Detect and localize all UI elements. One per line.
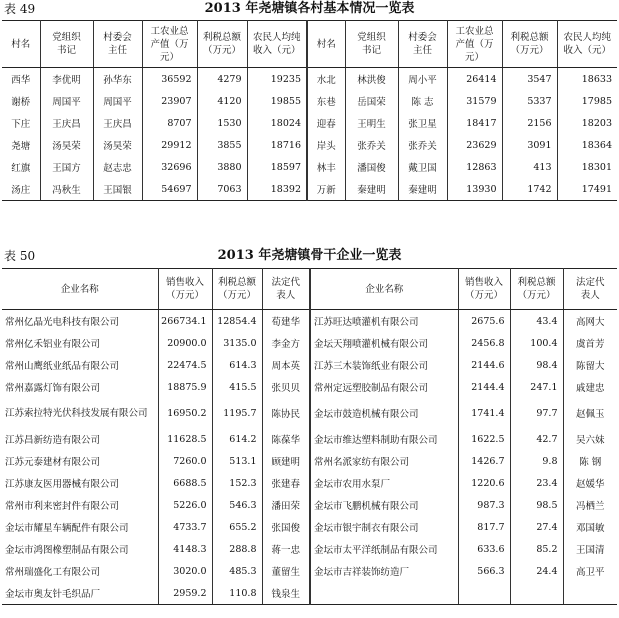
table-cell: 金坛市农用水泵厂 bbox=[310, 472, 458, 494]
table-cell: 王庆昌 bbox=[40, 112, 93, 134]
table-cell bbox=[510, 582, 563, 605]
table-cell: 1530 bbox=[197, 112, 247, 134]
table-cell: 1220.6 bbox=[458, 472, 510, 494]
table-cell: 98.5 bbox=[510, 494, 563, 516]
table-cell: 邓国敏 bbox=[575, 523, 605, 534]
table-cell: 金坛市鼓造机械有限公司 bbox=[310, 398, 458, 428]
header-cell: 党组织书记 bbox=[345, 21, 398, 68]
table-row bbox=[2, 472, 617, 494]
table-cell: 4733.7 bbox=[158, 516, 212, 538]
table-cell: 赵志忠 bbox=[93, 156, 142, 178]
table-cell: 2156 bbox=[502, 112, 557, 134]
table-cell: 林丰 bbox=[307, 156, 345, 178]
table-row bbox=[2, 68, 617, 91]
table49-caption bbox=[0, 0, 619, 18]
table-cell: 23907 bbox=[142, 90, 197, 112]
table-cell: 王庆昌 bbox=[93, 112, 142, 134]
table-cell: 汤庄 bbox=[2, 178, 40, 201]
table-cell: 陈葆华 bbox=[262, 428, 310, 450]
table-cell: 85.2 bbox=[510, 538, 563, 560]
table-cell: 23629 bbox=[447, 134, 502, 156]
table-cell: 江苏康友医用器械有限公司 bbox=[2, 472, 158, 494]
table-cell: 秦建明 bbox=[345, 178, 398, 201]
table-row bbox=[2, 178, 617, 201]
table-cell bbox=[310, 582, 458, 605]
table-cell: 2675.6 bbox=[458, 310, 510, 333]
table-cell: 18716 bbox=[247, 134, 307, 156]
table-cell: 4148.3 bbox=[158, 538, 212, 560]
table-cell: 江苏旺达喷灌机有限公司 bbox=[310, 310, 458, 333]
table-cell: 李金方 bbox=[262, 332, 310, 354]
table-cell: 97.7 bbox=[510, 398, 563, 428]
table-cell: 冯秋生 bbox=[40, 178, 93, 201]
table-cell: 22474.5 bbox=[158, 354, 212, 376]
table-cell: 2144.6 bbox=[458, 354, 510, 376]
table-cell: 常州山鹰纸业纸品有限公司 bbox=[2, 354, 158, 376]
table-cell: 西华 bbox=[2, 68, 40, 91]
table-cell: 金坛市飞鹏机械有限公司 bbox=[310, 494, 458, 516]
table-cell: 18875.9 bbox=[158, 376, 212, 398]
table-cell: 迎春 bbox=[307, 112, 345, 134]
table-cell: 常州亿禾铝业有限公司 bbox=[2, 332, 158, 354]
table-cell: 常州市利来密封件有限公司 bbox=[2, 494, 158, 516]
header-cell: 销售收入（万元） bbox=[458, 269, 510, 310]
header-cell: 农民人均纯收入（元） bbox=[557, 21, 617, 68]
table-cell: 36592 bbox=[142, 68, 197, 91]
table-cell: 5337 bbox=[502, 90, 557, 112]
header-cell: 村委会主任 bbox=[93, 21, 142, 68]
table-cell: 江苏索拉特光伏科技发展有限公司 bbox=[2, 398, 158, 428]
table-cell: 987.3 bbox=[458, 494, 510, 516]
table-cell: 54697 bbox=[142, 178, 197, 201]
table-cell: 19235 bbox=[247, 68, 307, 91]
table-cell: 1195.7 bbox=[212, 398, 262, 428]
table-cell: 247.1 bbox=[510, 376, 563, 398]
table50-title: 2013 年尧塘镇骨干企业一览表 bbox=[217, 248, 402, 263]
table-cell: 潘国俊 bbox=[345, 156, 398, 178]
table-cell: 吴六妹 bbox=[575, 435, 605, 446]
table-cell: 孙华东 bbox=[93, 68, 142, 91]
table-cell: 546.3 bbox=[212, 494, 262, 516]
table-cell: 655.2 bbox=[212, 516, 262, 538]
table-row bbox=[2, 428, 617, 450]
header-cell: 利税总额（万元） bbox=[212, 269, 262, 310]
table-cell bbox=[458, 582, 510, 605]
table-cell: 3135.0 bbox=[212, 332, 262, 354]
table-cell: 1426.7 bbox=[458, 450, 510, 472]
table-cell: 周国平 bbox=[40, 90, 93, 112]
table-cell: 614.2 bbox=[212, 428, 262, 450]
table-row bbox=[2, 112, 617, 134]
table-cell: 32696 bbox=[142, 156, 197, 178]
header-cell: 法定代表人 bbox=[262, 269, 310, 310]
table-cell: 11628.5 bbox=[158, 428, 212, 450]
table-cell: 23.4 bbox=[510, 472, 563, 494]
table-cell: 常州嘉露灯饰有限公司 bbox=[2, 376, 158, 398]
header-cell: 利税总额（万元） bbox=[510, 269, 563, 310]
table-cell: 张国俊 bbox=[262, 516, 310, 538]
table-cell: 566.3 bbox=[458, 560, 510, 582]
table-cell: 李优明 bbox=[40, 68, 93, 91]
table-cell: 18417 bbox=[447, 112, 502, 134]
table-cell: 江苏元泰建材有限公司 bbox=[2, 450, 158, 472]
table-cell: 戚建忠 bbox=[575, 383, 605, 394]
table-cell: 513.1 bbox=[212, 450, 262, 472]
table-cell: 7063 bbox=[197, 178, 247, 201]
table-cell: 18024 bbox=[247, 112, 307, 134]
table-cell: 虞首芳 bbox=[575, 339, 605, 350]
table-cell: 3547 bbox=[502, 68, 557, 91]
table-cell: 18633 bbox=[581, 73, 612, 85]
table-cell: 周本英 bbox=[262, 354, 310, 376]
table50-header-row bbox=[2, 269, 617, 310]
table-cell: 100.4 bbox=[510, 332, 563, 354]
table-cell: 金坛市耀星车辆配件有限公司 bbox=[2, 516, 158, 538]
table-cell: 98.4 bbox=[510, 354, 563, 376]
table-cell: 林洪俊 bbox=[345, 68, 398, 91]
table-cell: 288.8 bbox=[212, 538, 262, 560]
table-cell: 17491 bbox=[557, 178, 617, 201]
table-cell: 潘田荣 bbox=[262, 494, 310, 516]
header-cell: 工农业总产值（万元） bbox=[447, 21, 502, 68]
header-cell: 利税总额（万元） bbox=[197, 21, 247, 68]
table-cell: 3091 bbox=[502, 134, 557, 156]
table-cell bbox=[563, 582, 617, 605]
table-cell: 万新 bbox=[307, 178, 345, 201]
table-row bbox=[2, 354, 617, 376]
table-cell: 12854.4 bbox=[212, 310, 262, 333]
table-row bbox=[2, 516, 617, 538]
table-cell: 金坛市太平洋纸制品有限公司 bbox=[310, 538, 458, 560]
table49-title: 2013 年尧塘镇各村基本情况一览表 bbox=[204, 1, 415, 16]
table-cell: 485.3 bbox=[212, 560, 262, 582]
table-row bbox=[2, 156, 617, 178]
table-cell: 18392 bbox=[247, 178, 307, 201]
table-cell: 陈 钢 bbox=[579, 457, 602, 468]
table50-label: 表 50 bbox=[4, 249, 36, 263]
table-cell: 18301 bbox=[581, 161, 612, 173]
table-cell: 蒋一忠 bbox=[262, 538, 310, 560]
table-cell: 张建春 bbox=[262, 472, 310, 494]
table-cell: 2144.4 bbox=[458, 376, 510, 398]
table-cell: 周小平 bbox=[398, 68, 447, 91]
table-cell: 金坛市维达塑料制助有限公司 bbox=[310, 428, 458, 450]
table-cell: 常州名派家纺有限公司 bbox=[310, 450, 458, 472]
table-cell: 4120 bbox=[197, 90, 247, 112]
table-cell: 110.8 bbox=[212, 582, 262, 605]
table-cell: 谢桥 bbox=[2, 90, 40, 112]
table-cell: 17985 bbox=[581, 95, 612, 107]
table49-label: 表 49 bbox=[4, 2, 36, 16]
table-row bbox=[2, 332, 617, 354]
table-cell: 633.6 bbox=[458, 538, 510, 560]
table-cell: 152.3 bbox=[212, 472, 262, 494]
table-cell: 3855 bbox=[197, 134, 247, 156]
table-cell: 钱泉生 bbox=[262, 582, 310, 605]
table-cell: 9.8 bbox=[510, 450, 563, 472]
table-cell: 19855 bbox=[247, 90, 307, 112]
table-cell: 常州亿晶光电科技有限公司 bbox=[2, 310, 158, 333]
table-cell: 红旗 bbox=[2, 156, 40, 178]
table50 bbox=[2, 268, 617, 605]
table-cell: 王明生 bbox=[345, 112, 398, 134]
table-cell: 汤昊荣 bbox=[93, 134, 142, 156]
table-cell: 张乔关 bbox=[398, 134, 447, 156]
table-cell: 817.7 bbox=[458, 516, 510, 538]
table-cell: 5226.0 bbox=[158, 494, 212, 516]
header-cell: 党组织书记 bbox=[40, 21, 93, 68]
header-cell: 销售收入（万元） bbox=[158, 269, 212, 310]
table-cell: 张贝贝 bbox=[262, 376, 310, 398]
table-cell: 常州瑞盛化工有限公司 bbox=[2, 560, 158, 582]
table-cell: 汤昊荣 bbox=[40, 134, 93, 156]
table-cell: 13930 bbox=[447, 178, 502, 201]
table-cell: 6688.5 bbox=[158, 472, 212, 494]
table-row bbox=[2, 90, 617, 112]
table-cell: 18364 bbox=[581, 139, 612, 151]
table-row bbox=[2, 310, 617, 333]
table49-header-row bbox=[2, 21, 617, 68]
table-cell: 7260.0 bbox=[158, 450, 212, 472]
table-cell: 42.7 bbox=[510, 428, 563, 450]
table-cell: 614.3 bbox=[212, 354, 262, 376]
header-cell: 利税总额（万元） bbox=[502, 21, 557, 68]
table-cell: 下庄 bbox=[2, 112, 40, 134]
table-cell: 18203 bbox=[581, 117, 612, 129]
table-cell: 31579 bbox=[447, 90, 502, 112]
table-cell: 16950.2 bbox=[158, 398, 212, 428]
table-cell: 415.5 bbox=[212, 376, 262, 398]
table-cell: 金坛市奥友针毛织品厂 bbox=[2, 582, 158, 605]
table-cell: 江苏昌新纺造有限公司 bbox=[2, 428, 158, 450]
table-row bbox=[2, 582, 617, 605]
table-cell: 秦建明 bbox=[398, 178, 447, 201]
table-cell: 高网大 bbox=[575, 317, 605, 328]
table-cell: 董留生 bbox=[262, 560, 310, 582]
table-cell: 陈协民 bbox=[262, 398, 310, 428]
table-cell: 2456.8 bbox=[458, 332, 510, 354]
table-row bbox=[2, 538, 617, 560]
header-cell: 村名 bbox=[307, 21, 345, 68]
table49 bbox=[2, 20, 617, 201]
table-row bbox=[2, 398, 617, 428]
table-cell: 张卫星 bbox=[398, 112, 447, 134]
table-cell: 江苏三木装饰纸业有限公司 bbox=[310, 354, 458, 376]
table-cell: 岸头 bbox=[307, 134, 345, 156]
table-cell: 12863 bbox=[447, 156, 502, 178]
table-cell: 水北 bbox=[307, 68, 345, 91]
table-row bbox=[2, 376, 617, 398]
table-cell: 陈留大 bbox=[575, 361, 605, 372]
table-cell: 赵媛华 bbox=[575, 479, 605, 490]
table-row bbox=[2, 450, 617, 472]
table-cell: 43.4 bbox=[510, 310, 563, 333]
header-cell: 法定代表人 bbox=[563, 269, 617, 310]
table-cell: 金坛市吉祥装饰纺造厂 bbox=[310, 560, 458, 582]
table-cell: 24.4 bbox=[510, 560, 563, 582]
table-row bbox=[2, 134, 617, 156]
table-cell: 荀建华 bbox=[262, 310, 310, 333]
table-cell: 常州定远塑胶制品有限公司 bbox=[310, 376, 458, 398]
table-cell: 26414 bbox=[447, 68, 502, 91]
table-cell: 1741.4 bbox=[458, 398, 510, 428]
header-cell: 村委会主任 bbox=[398, 21, 447, 68]
table-cell: 金坛天翔喷灌机械有限公司 bbox=[310, 332, 458, 354]
header-cell: 工农业总产值（万元） bbox=[142, 21, 197, 68]
table-cell: 戴卫国 bbox=[398, 156, 447, 178]
table-cell: 18597 bbox=[247, 156, 307, 178]
table-cell: 3880 bbox=[197, 156, 247, 178]
table-cell: 赵佩玉 bbox=[575, 409, 605, 420]
table-cell: 冯栖兰 bbox=[575, 501, 605, 512]
table-cell: 27.4 bbox=[510, 516, 563, 538]
table-cell: 王国方 bbox=[40, 156, 93, 178]
header-cell: 企业名称 bbox=[2, 269, 158, 310]
header-cell: 村名 bbox=[2, 21, 40, 68]
table-cell: 413 bbox=[502, 156, 557, 178]
table-cell: 东巷 bbox=[307, 90, 345, 112]
table-cell: 尧塘 bbox=[2, 134, 40, 156]
table-cell: 20900.0 bbox=[158, 332, 212, 354]
table-cell: 岳国荣 bbox=[345, 90, 398, 112]
table-cell: 顾建明 bbox=[262, 450, 310, 472]
table-cell: 2959.2 bbox=[158, 582, 212, 605]
table-cell: 高卫平 bbox=[575, 567, 605, 578]
table-cell: 金坛市鸿图橡塑制品有限公司 bbox=[2, 538, 158, 560]
table-cell: 王国银 bbox=[93, 178, 142, 201]
table-cell: 1622.5 bbox=[458, 428, 510, 450]
table-cell: 266734.1 bbox=[158, 310, 212, 333]
table-cell: 4279 bbox=[197, 68, 247, 91]
table50-caption bbox=[0, 247, 619, 265]
table-cell: 陈 志 bbox=[398, 90, 447, 112]
table-row bbox=[2, 560, 617, 582]
table-cell: 王国清 bbox=[575, 545, 605, 556]
table-cell: 3020.0 bbox=[158, 560, 212, 582]
table-cell: 周国平 bbox=[93, 90, 142, 112]
header-cell: 农民人均纯收入（元） bbox=[247, 21, 307, 68]
table-cell: 8707 bbox=[142, 112, 197, 134]
table-cell: 金坛市银宇制衣有限公司 bbox=[310, 516, 458, 538]
header-cell: 企业名称 bbox=[310, 269, 458, 310]
table-cell: 29912 bbox=[142, 134, 197, 156]
table-cell: 张乔关 bbox=[345, 134, 398, 156]
table-cell: 1742 bbox=[502, 178, 557, 201]
table-row bbox=[2, 494, 617, 516]
